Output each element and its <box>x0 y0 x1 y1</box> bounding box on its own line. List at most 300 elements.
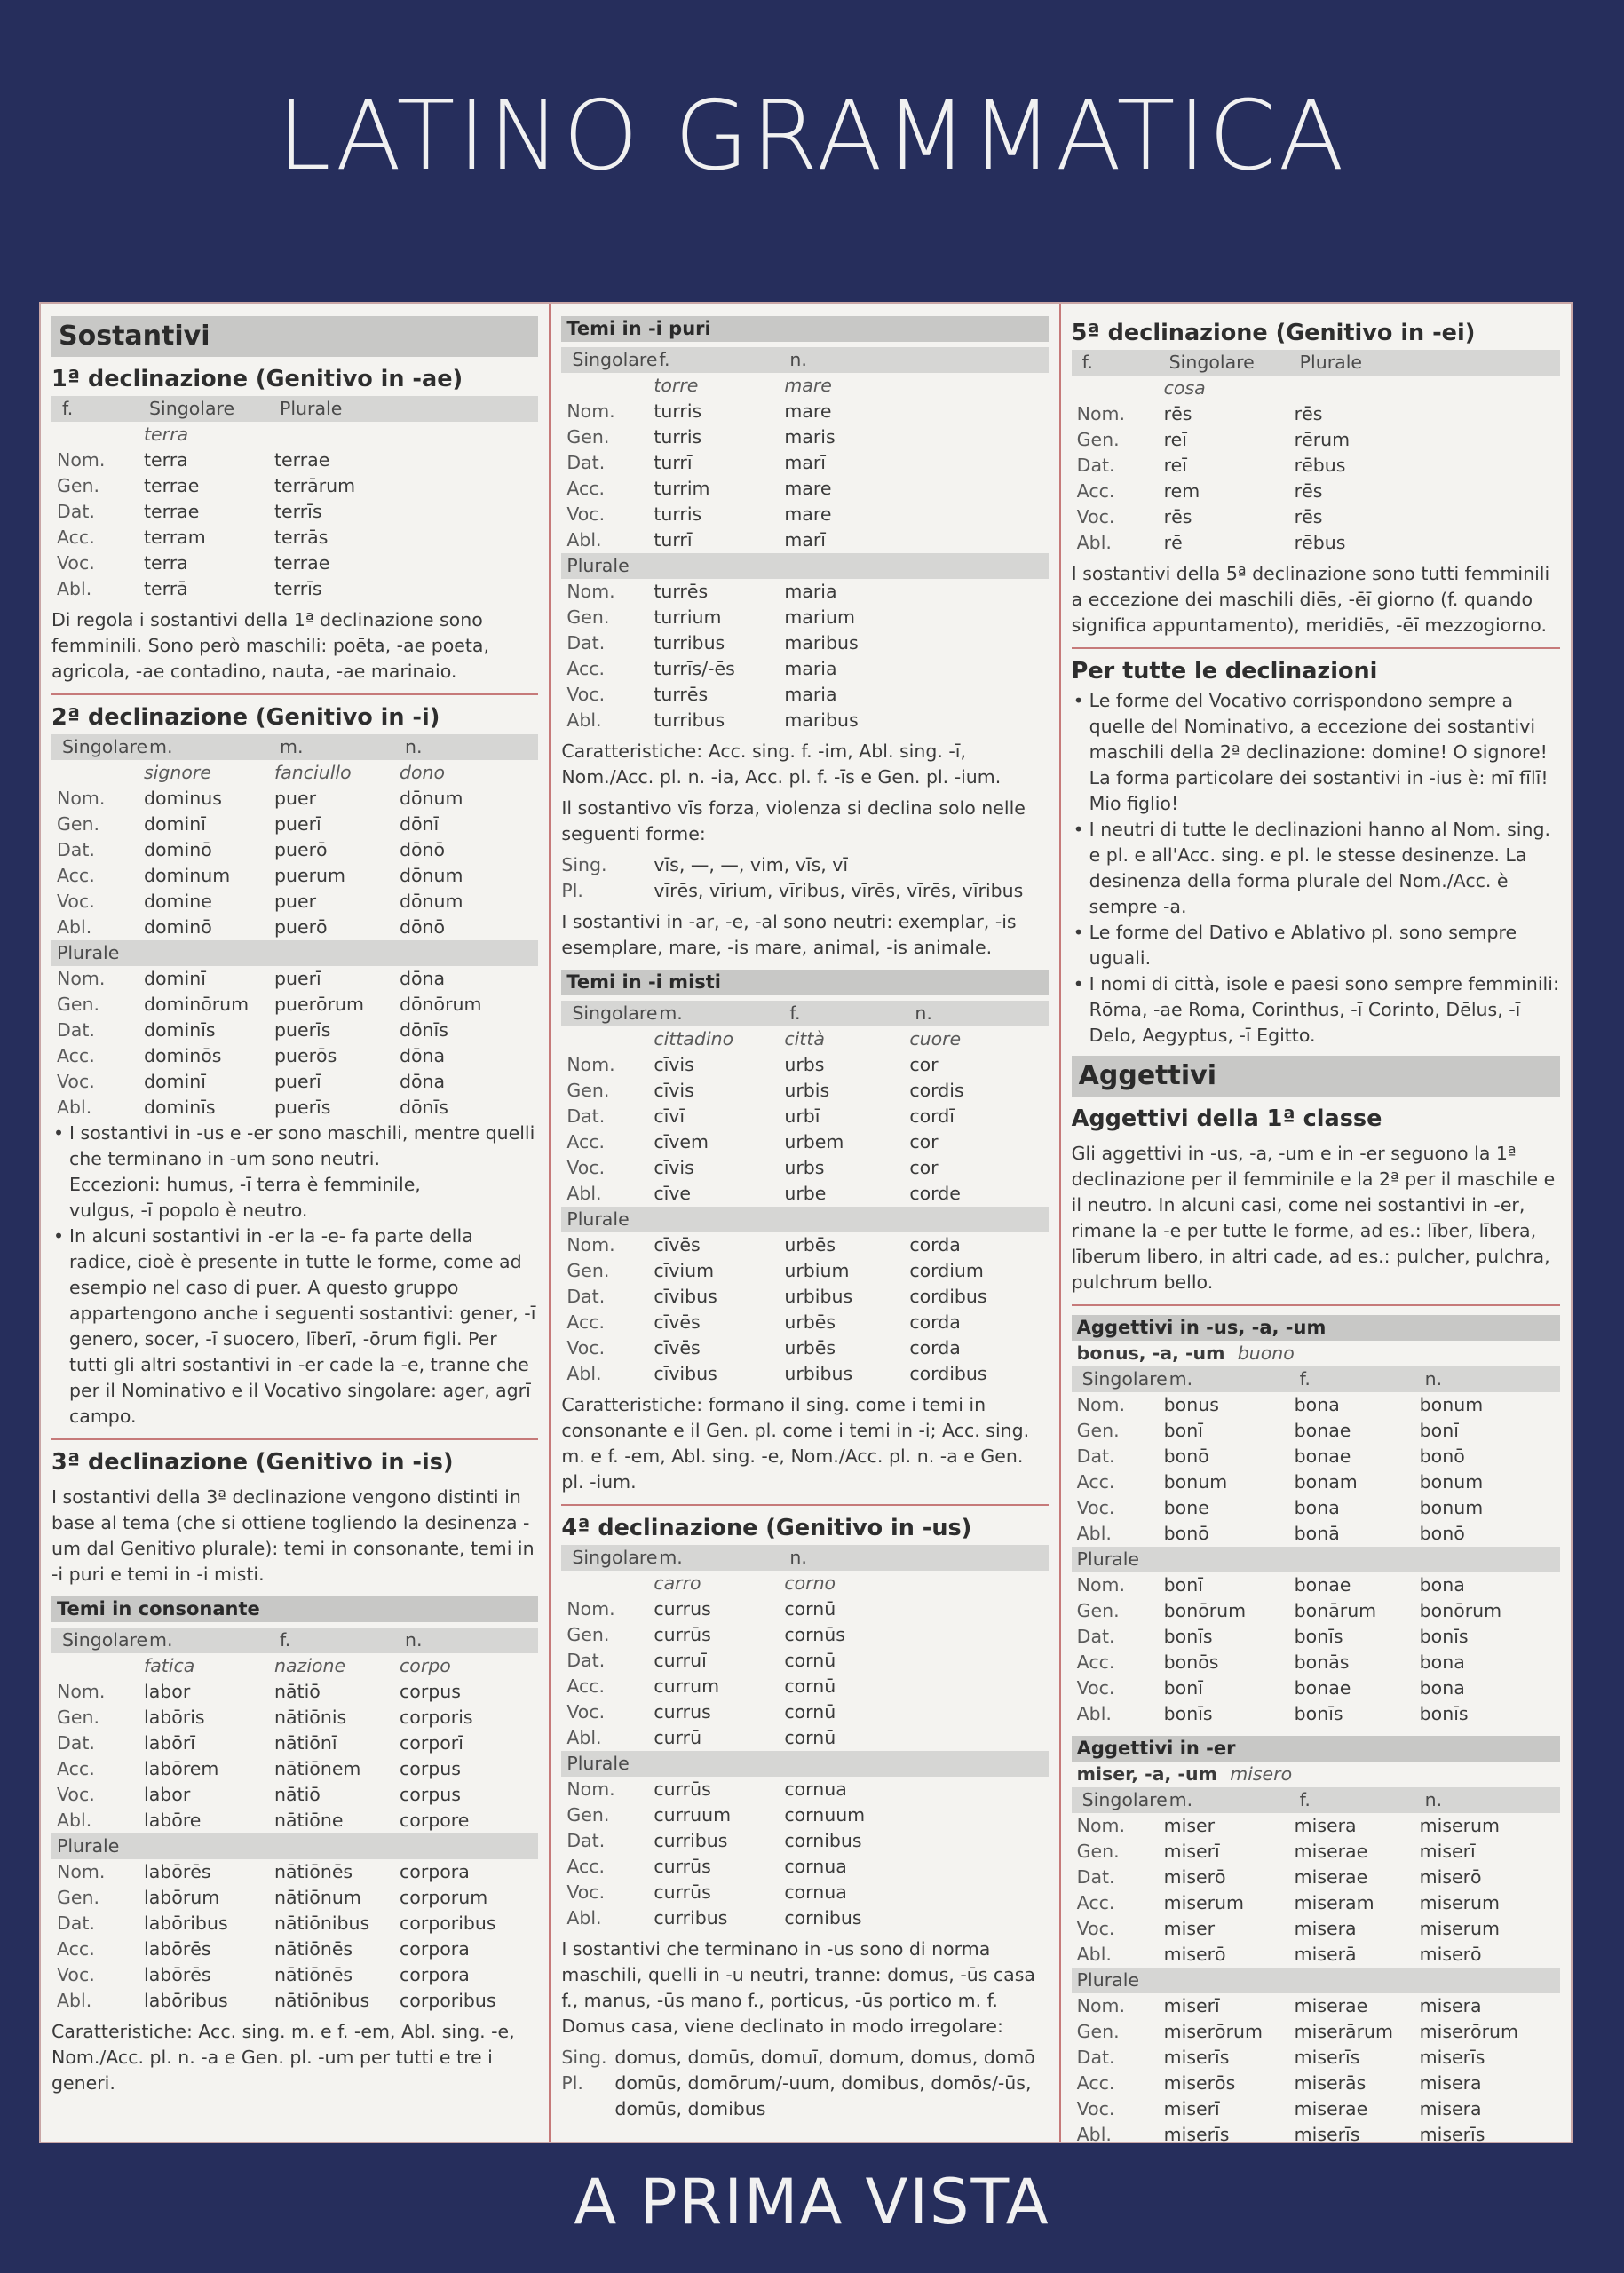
table-row <box>51 1679 538 1705</box>
heading-1st-declension: 1ª declinazione (Genitivo in -ae) <box>51 366 463 392</box>
table-miser-singular <box>1072 1813 1560 1968</box>
table-row <box>561 605 1048 630</box>
table-cell: dōnō <box>400 839 446 860</box>
table-cell: bonam <box>1294 1471 1358 1493</box>
table-cell: bonī <box>1163 1574 1203 1596</box>
table-cell: turrī <box>654 452 693 473</box>
case-label: Gen. <box>566 606 610 628</box>
table-cell: cornū <box>784 1675 836 1697</box>
table-row <box>51 1988 538 2014</box>
table-cell: labōribus <box>144 1990 228 2011</box>
table-cell: bona <box>1294 1497 1340 1518</box>
table-cell: rē <box>1163 532 1183 553</box>
bullet-note: • I neutri di tutte le declinazioni hanno al Nom. sing. e pl. e all'Acc. sing. e pl. le stesse desinenze. La desinenza della forma plurale del Nom./Acc. è sempre -a. <box>1072 817 1560 920</box>
case-label: Abl. <box>1076 1523 1112 1544</box>
table-cell: nātiōnis <box>274 1707 347 1728</box>
table-cell: bonōrum <box>1419 1600 1502 1621</box>
case-label: Acc. <box>566 658 606 679</box>
case-label: Gen. <box>1076 1420 1120 1441</box>
table-row <box>1072 530 1560 556</box>
table-row <box>1072 1942 1560 1968</box>
case-label: Gen. <box>57 1887 100 1908</box>
table-cell: curribus <box>654 1830 728 1851</box>
table-cell: maris <box>784 426 836 447</box>
table-row <box>561 1648 1048 1674</box>
table-cell: maria <box>784 658 837 679</box>
case-label: Dat. <box>566 1650 606 1671</box>
case-label: Abl. <box>1076 1944 1112 1965</box>
case-label: Acc. <box>57 1938 95 1960</box>
table-cell: miserī <box>1163 1995 1220 2016</box>
table-row <box>1072 2096 1560 2122</box>
table-cell: corpora <box>400 1938 470 1960</box>
table-cell: bona <box>1419 1677 1465 1699</box>
heading-5th-declension: 5ª declinazione (Genitivo in -ei) <box>1071 320 1476 346</box>
brand-footer: A PRIMA VISTA <box>574 2166 1050 2238</box>
table-cell: urbem <box>784 1131 844 1152</box>
table-row <box>51 1936 538 1962</box>
table-row <box>1072 1813 1560 1839</box>
table-cell: terra <box>144 449 188 471</box>
neuter-note: I sostantivi in -ar, -e, -al sono neutri: exemplar, -is esemplare, mare, -is mare, animal, -is animale. <box>561 911 1017 958</box>
table-header: f. Singolare Plurale <box>1072 350 1560 376</box>
table-cell: terrā <box>144 578 188 599</box>
table-cell: dōna <box>400 968 446 989</box>
table-header: Singolarem. f. n. <box>561 1001 1048 1026</box>
table-cell: miserae <box>1294 1841 1368 1862</box>
table-cell: cīvēs <box>654 1337 701 1358</box>
table-cell: cīvēs <box>654 1234 701 1255</box>
table-cell: cornua <box>784 1856 847 1877</box>
table-cell: urbs <box>784 1054 825 1075</box>
table-header: f. Singolare Plurale <box>51 396 538 422</box>
table-cell: turrim <box>654 478 710 499</box>
table-row <box>51 1705 538 1730</box>
table-row <box>561 1361 1048 1387</box>
table-row <box>1072 1624 1560 1650</box>
table-cell: puerī <box>274 968 321 989</box>
subheading-mixed-i-stems: Temi in -i misti <box>561 970 1048 995</box>
table-cell: currū <box>654 1727 702 1748</box>
table-header: Singolarem. m. n. <box>51 734 538 760</box>
table-cell: nātiōnēs <box>274 1861 353 1882</box>
table-row <box>51 1911 538 1936</box>
case-label: Gen. <box>57 475 100 496</box>
page-title: LATINO GRAMMATICA <box>277 81 1347 192</box>
case-label: Abl. <box>57 1990 92 2011</box>
gloss: terra <box>144 424 189 445</box>
table-cell: corpus <box>400 1758 461 1779</box>
table-cell: dominō <box>144 839 212 860</box>
table-row <box>1072 1675 1560 1701</box>
table-2nd-plural <box>51 966 538 1121</box>
table-cell: terrae <box>274 449 330 471</box>
heading-1st-class-adjectives: Aggettivi della 1ª classe <box>1071 1105 1382 1132</box>
case-label: Dat. <box>1076 1866 1115 1888</box>
table-cell: rēs <box>1294 480 1323 502</box>
table-cell: terrārum <box>274 475 356 496</box>
table-cell: urbēs <box>784 1234 836 1255</box>
table-row <box>561 1674 1048 1699</box>
table-cell: miserō <box>1419 1866 1482 1888</box>
case-label: Dat. <box>566 1105 606 1127</box>
table-row <box>51 1069 538 1095</box>
table-cell: bonīs <box>1294 1703 1343 1724</box>
section-heading-aggettivi: Aggettivi <box>1072 1056 1560 1097</box>
table-cell: turris <box>654 503 702 525</box>
case-label: Abl. <box>57 578 92 599</box>
table-cell: corporum <box>400 1887 488 1908</box>
case-label: Dat. <box>57 839 95 860</box>
table-cell: bonīs <box>1419 1626 1469 1647</box>
table-cell: rēbus <box>1294 455 1346 476</box>
table-3rd-singular <box>51 1679 538 1833</box>
table-cell: dominī <box>144 968 206 989</box>
plural-label: Plurale <box>51 940 538 966</box>
table-pure-i-singular <box>561 399 1048 553</box>
table-cell: miserā <box>1294 1944 1357 1965</box>
table-row <box>561 476 1048 502</box>
table-cell: urbibus <box>784 1286 853 1307</box>
table-cell: bonīs <box>1163 1703 1213 1724</box>
case-label: Nom. <box>1076 1815 1126 1836</box>
table-cell: dominō <box>144 916 212 938</box>
case-label: Gen. <box>1076 2021 1120 2042</box>
table-row <box>561 1310 1048 1335</box>
case-label: Gen. <box>566 1804 610 1826</box>
table-cell: marium <box>784 606 855 628</box>
table-cell: bona <box>1294 1394 1340 1415</box>
case-label: Abl. <box>1076 532 1112 553</box>
table-cell: cīvibus <box>654 1286 717 1307</box>
table-cell: cornūs <box>784 1624 845 1645</box>
table-cell: miserōs <box>1163 2072 1236 2094</box>
table-cell: bonum <box>1419 1394 1484 1415</box>
table-cell: puerum <box>274 865 346 886</box>
table-row <box>51 1962 538 1988</box>
case-label: Acc. <box>566 478 606 499</box>
table-cell: corda <box>909 1311 961 1333</box>
table-cell: miserō <box>1163 1866 1226 1888</box>
table-cell: nātiōnibus <box>274 1913 370 1934</box>
table-cell: urbe <box>784 1183 827 1204</box>
table-cell: maribus <box>784 709 859 731</box>
model-adjective: bonus, -a, -um buono <box>1076 1342 1295 1364</box>
case-label: Dat. <box>57 501 95 522</box>
heading-4th-declension: 4ª declinazione (Genitivo in -us) <box>561 1515 972 1541</box>
table-cell: corporī <box>400 1732 463 1754</box>
table-row <box>51 1782 538 1808</box>
table-cell: puerīs <box>274 1019 331 1041</box>
table-row <box>1072 1865 1560 1890</box>
table-cell: nātiōne <box>274 1810 344 1831</box>
table-row <box>51 966 538 992</box>
table-cell: miserae <box>1294 2098 1368 2119</box>
case-label: Dat. <box>1076 2047 1115 2068</box>
table-cell: bonā <box>1294 1523 1340 1544</box>
table-cell: dōnum <box>400 788 463 809</box>
table-row <box>51 447 538 473</box>
case-label: Acc. <box>1076 1471 1115 1493</box>
table-cell: dōnīs <box>400 1097 448 1118</box>
case-label: Dat. <box>57 1913 95 1934</box>
divider <box>51 693 538 695</box>
table-cell: labōrēs <box>144 1964 211 1985</box>
table-cell: bonō <box>1163 1445 1209 1467</box>
table-row <box>561 1129 1048 1155</box>
gloss-row: carro corno <box>654 1572 836 1594</box>
table-cell: nātiō <box>274 1784 321 1805</box>
table-row <box>51 1808 538 1833</box>
table-cell: miser <box>1163 1918 1216 1939</box>
table-cell: cīvis <box>654 1080 694 1101</box>
table-cell: nātiōnem <box>274 1758 361 1779</box>
table-cell: cor <box>909 1054 939 1075</box>
characteristics-note: Caratteristiche: Acc. sing. f. -im, Abl. sing. -ī, Nom./Acc. pl. n. -ia, Acc. pl. f. -īs e Gen. pl. -ium. <box>561 741 1002 788</box>
table-cell: puerīs <box>274 1097 331 1118</box>
table-cell: puerōs <box>274 1045 337 1066</box>
table-cell: cīvem <box>654 1131 709 1152</box>
table-row <box>51 1095 538 1121</box>
table-cell: corpora <box>400 1861 470 1882</box>
table-row <box>1072 1993 1560 2019</box>
table-cell: dominīs <box>144 1019 216 1041</box>
table-cell: miseram <box>1294 1892 1374 1913</box>
table-row <box>51 473 538 499</box>
table-row <box>561 1828 1048 1854</box>
table-mixed-i-plural <box>561 1232 1048 1387</box>
table-row <box>51 1730 538 1756</box>
case-label: Abl. <box>1076 1703 1112 1724</box>
note-1st-class: Gli aggettivi in -us, -a, -um e in -er seguono la 1ª declinazione per il femminile e la 2ª per il maschile e il neutro. In alcuni casi, come nei sostantivi in -er, rimane la -e per tutte le forme, ad es.: līber, lībera, līberum libero, in altri cade, ad es.: pulcher, pulchra, pulchrum bello. <box>1071 1143 1556 1293</box>
plural-label: Plurale <box>51 1833 538 1859</box>
table-cell: misera <box>1419 2098 1482 2119</box>
table-row <box>1072 427 1560 453</box>
table-cell: urbēs <box>784 1337 836 1358</box>
case-label: Gen. <box>566 1080 610 1101</box>
table-row <box>561 630 1048 656</box>
plural-label: Plurale <box>1072 1547 1560 1572</box>
section-heading-sostantivi: Sostantivi <box>51 316 538 357</box>
case-label: Abl. <box>566 1727 602 1748</box>
case-label: Acc. <box>1076 480 1115 502</box>
table-mixed-i-singular <box>561 1052 1048 1207</box>
domus-singular: Sing. domus, domūs, domuī, domum, domus, domō <box>561 2047 1035 2068</box>
case-label: Voc. <box>57 1784 95 1805</box>
table-header: Singolarem. n. <box>561 1545 1048 1571</box>
table-cell: corporibus <box>400 1913 496 1934</box>
table-cell: dōna <box>400 1071 446 1092</box>
table-cell: currūs <box>654 1624 711 1645</box>
bullet-note: • In alcuni sostantivi in -er la -e- fa parte della radice, cioè è presente in tutte le forme, come ad esempio nel caso di puer. A questo gruppo appartengono anche i seguenti sostantivi: gener, -ī genero, socer, -ī suocero, līberī, -ōrum figli. Per tutti gli altri sostantivi in -er cade la -e, tranne che per il Nominativo e il Vocativo singolare: ager, agrī campo. <box>51 1224 538 1430</box>
table-cell: labōrum <box>144 1887 220 1908</box>
table-cell: miser <box>1163 1815 1216 1836</box>
table-cell: cornua <box>784 1881 847 1903</box>
case-label: Nom. <box>566 1054 615 1075</box>
table-cell: maribus <box>784 632 859 653</box>
table-cell: bona <box>1419 1651 1465 1673</box>
table-cell: currūs <box>654 1778 711 1800</box>
gloss: cosa <box>1163 377 1206 399</box>
bullet-note: • Le forme del Dativo e Ablativo pl. sono sempre uguali. <box>1072 920 1560 971</box>
case-label: Voc. <box>566 1157 606 1178</box>
table-cell: dōnum <box>400 891 463 912</box>
bullet-note: • I nomi di città, isole e paesi sono sempre femminili: Rōma, -ae Roma, Corinthus, -ī Corinto, Dēlus, -ī Delo, Aegyptus, -ī Egitto. <box>1072 971 1560 1049</box>
vis-note: Il sostantivo vīs forza, violenza si declina solo nelle seguenti forme: <box>561 797 1026 844</box>
table-cell: rērum <box>1294 429 1351 450</box>
case-label: Voc. <box>566 503 606 525</box>
table-cell: mare <box>784 478 832 499</box>
case-label: Nom. <box>57 968 106 989</box>
table-cell: miserae <box>1294 1866 1368 1888</box>
case-label: Nom. <box>1076 1574 1126 1596</box>
table-row <box>1072 2019 1560 2045</box>
table-cell: misera <box>1294 1918 1357 1939</box>
table-cell: dōnōrum <box>400 994 482 1015</box>
table-row <box>561 579 1048 605</box>
table-header: Singolarem. f. n. <box>1072 1366 1560 1392</box>
table-row <box>561 1725 1048 1751</box>
table-cell: labōre <box>144 1810 202 1831</box>
table-row <box>1072 1418 1560 1444</box>
characteristics-note: Caratteristiche: Acc. sing. m. e f. -em, Abl. sing. -e, Nom./Acc. pl. n. -a e Gen. pl. -um per tutti e tre i generi. <box>51 2021 515 2094</box>
case-label: Nom. <box>566 1778 615 1800</box>
table-cell: miserōrum <box>1163 2021 1263 2042</box>
table-cell: labōrēs <box>144 1938 211 1960</box>
table-cell: cīvis <box>654 1054 694 1075</box>
case-label: Dat. <box>57 1732 95 1754</box>
table-row <box>561 1181 1048 1207</box>
case-label: Voc. <box>566 1881 606 1903</box>
table-cell: cornuum <box>784 1804 866 1826</box>
table-cell: miserīs <box>1294 2124 1360 2142</box>
table-1st-declension <box>51 447 538 602</box>
table-cell: bonī <box>1163 1420 1203 1441</box>
column-2 <box>551 304 1060 2142</box>
table-cell: labōrī <box>144 1732 195 1754</box>
table-cell: labōris <box>144 1707 205 1728</box>
table-miser-plural <box>1072 1993 1560 2142</box>
case-label: Dat. <box>566 632 606 653</box>
table-cell: marī <box>784 452 826 473</box>
table-cell: misera <box>1419 1995 1482 2016</box>
table-cell: rem <box>1163 480 1200 502</box>
case-label: Abl. <box>566 529 602 550</box>
table-row <box>51 1756 538 1782</box>
table-row <box>1072 1572 1560 1598</box>
table-cell: puerōrum <box>274 994 364 1015</box>
table-cell: bonōrum <box>1163 1600 1247 1621</box>
model-adjective: miser, -a, -um misero <box>1076 1763 1293 1785</box>
case-label: Acc. <box>566 1675 606 1697</box>
table-cell: currus <box>654 1701 711 1723</box>
table-row <box>561 708 1048 733</box>
table-row <box>561 1802 1048 1828</box>
table-row <box>1072 504 1560 530</box>
table-cell: labor <box>144 1681 191 1702</box>
case-label: Acc. <box>57 1045 95 1066</box>
table-cell: turrēs <box>654 684 709 705</box>
table-row <box>51 915 538 940</box>
case-label: Nom. <box>57 449 106 471</box>
table-row <box>561 1284 1048 1310</box>
table-cell: terrās <box>274 527 329 548</box>
table-cell: labōrēs <box>144 1861 211 1882</box>
table-cell: bona <box>1419 1574 1465 1596</box>
table-cell: bonīs <box>1163 1626 1213 1647</box>
table-cell: bonō <box>1419 1523 1465 1544</box>
table-cell: miserī <box>1419 1841 1476 1862</box>
case-label: Abl. <box>57 916 92 938</box>
case-label: Abl. <box>566 1907 602 1928</box>
table-cell: bonae <box>1294 1445 1351 1467</box>
column-1 <box>41 304 551 2142</box>
case-label: Gen. <box>566 1624 610 1645</box>
table-cell: turribus <box>654 709 725 731</box>
note-1st-declension: Di regola i sostantivi della 1ª declinazione sono femminili. Sono però maschili: poēta, -ae poeta, agricola, -ae contadino, nauta, -ae marinaio. <box>51 609 490 682</box>
table-cell: miserum <box>1419 1815 1501 1836</box>
case-label: Gen. <box>566 1260 610 1281</box>
table-bonus-plural <box>1072 1572 1560 1727</box>
table-cell: bonās <box>1294 1651 1350 1673</box>
plural-label: Plurale <box>561 1751 1048 1777</box>
table-cell: cordibus <box>909 1286 987 1307</box>
table-row <box>1072 1392 1560 1418</box>
case-label: Nom. <box>57 788 106 809</box>
table-cell: urbis <box>784 1080 830 1101</box>
table-cell: dōnum <box>400 865 463 886</box>
table-cell: miserum <box>1163 1892 1245 1913</box>
gloss-row: signore fanciullo dono <box>144 762 446 783</box>
table-cell: bonum <box>1419 1497 1484 1518</box>
table-row <box>561 1596 1048 1622</box>
case-label: Gen. <box>57 813 100 835</box>
case-label: Dat. <box>1076 1445 1115 1467</box>
plural-label: Plurale <box>561 1207 1048 1232</box>
table-row <box>561 1699 1048 1725</box>
case-label: Abl. <box>566 1363 602 1384</box>
case-label: Nom. <box>1076 1995 1126 2016</box>
table-cell: corpore <box>400 1810 470 1831</box>
table-cell: dominīs <box>144 1097 216 1118</box>
case-label: Gen. <box>566 426 610 447</box>
heading-3rd-declension: 3ª declinazione (Genitivo in -is) <box>51 1449 454 1476</box>
table-cell: nātiō <box>274 1681 321 1702</box>
case-label: Acc. <box>566 1311 606 1333</box>
case-label: Voc. <box>1076 1497 1115 1518</box>
table-cell: urbibus <box>784 1363 853 1384</box>
table-cell: cor <box>909 1131 939 1152</box>
vis-plural: Pl. vīrēs, vīrium, vīribus, vīrēs, vīrēs, vīribus <box>561 880 1024 901</box>
table-row <box>1072 1469 1560 1495</box>
table-cell: cordis <box>909 1080 964 1101</box>
table-cell: terra <box>144 552 188 574</box>
heading-all-declensions: Per tutte le declinazioni <box>1071 658 1378 685</box>
table-cell: puer <box>274 788 317 809</box>
table-cell: dominus <box>144 788 222 809</box>
table-cell: cornū <box>784 1727 836 1748</box>
table-cell: mare <box>784 503 832 525</box>
case-label: Gen. <box>1076 1841 1120 1862</box>
table-row <box>561 1335 1048 1361</box>
characteristics-note: Caratteristiche: formano il sing. come i temi in consonante e il Gen. pl. come i temi in -i; Acc. sing. m. e f. -em, Abl. sing. -e, Nom./Acc. pl. n. -a e Gen. pl. -ium. <box>561 1394 1030 1493</box>
case-label: Abl. <box>57 1810 92 1831</box>
table-cell: turrium <box>654 606 722 628</box>
table-row <box>561 1232 1048 1258</box>
table-cell: curruum <box>654 1804 732 1826</box>
case-label: Voc. <box>57 1964 95 1985</box>
table-row <box>1072 1701 1560 1727</box>
